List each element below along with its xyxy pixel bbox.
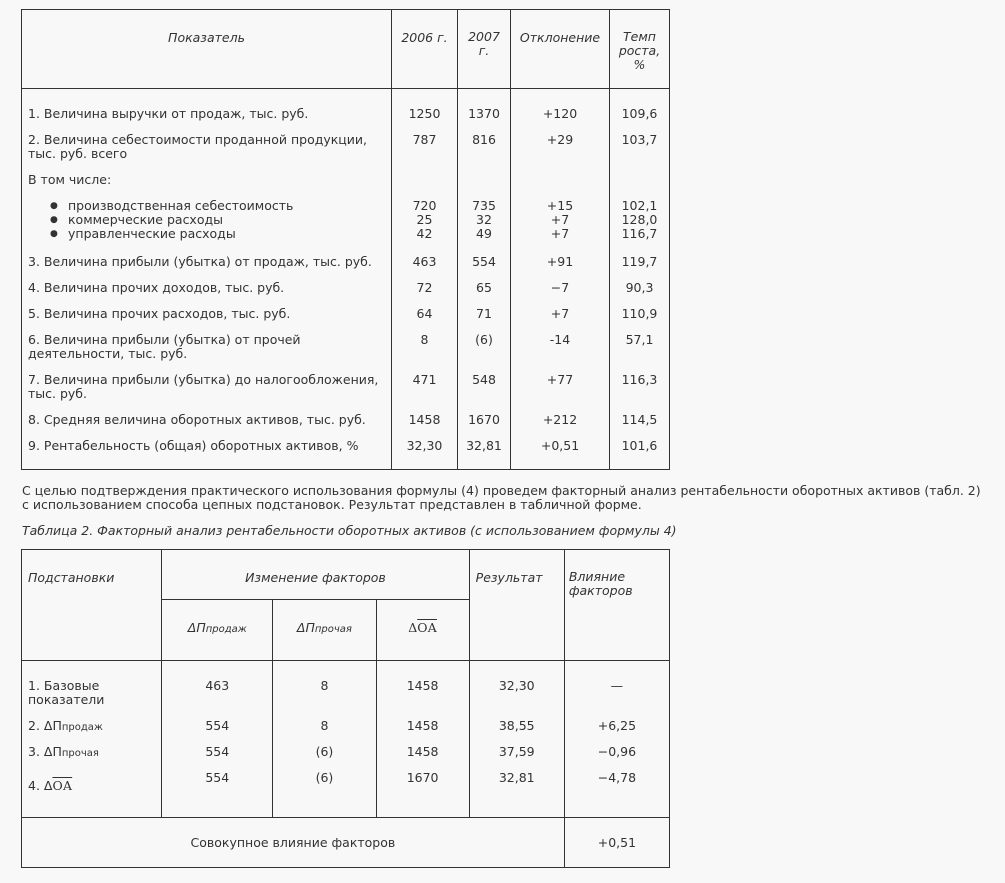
cell-value: +7: [550, 212, 570, 227]
bullet-item: ● коммерческие расходы: [28, 213, 385, 227]
cell-value: 554: [472, 254, 496, 269]
cell-value: 101,6: [621, 438, 658, 453]
cell-value: 32,30: [406, 438, 443, 453]
cell-value: 548: [472, 372, 496, 387]
header-indicator: Показатель: [22, 10, 392, 89]
cell-value: 554: [205, 744, 230, 759]
cell-value: +77: [546, 372, 574, 387]
bullet-item: ● производственная себестоимость: [28, 199, 385, 213]
cell-value: +212: [542, 412, 578, 427]
cell-value: 816: [472, 132, 496, 147]
cell-value: +120: [542, 106, 578, 121]
row-label: 4. ΔОА: [28, 778, 73, 793]
header-influence: Влияние факторов: [564, 550, 669, 661]
row-label: В том числе:: [28, 172, 112, 187]
cell-value: 1370: [468, 106, 500, 121]
col-2007: [458, 89, 511, 470]
row-label: 5. Величина прочих расходов, тыс. руб.: [28, 306, 291, 321]
cell-value: 554: [205, 770, 230, 785]
cell-value: 116,7: [621, 226, 658, 241]
bullet-item: ● управленческие расходы: [28, 227, 385, 241]
cell-value: +0,51: [540, 438, 580, 453]
col-influence: [564, 661, 669, 818]
cell-value: +29: [546, 132, 574, 147]
cell-value: 110,9: [621, 306, 658, 321]
row-label: 2. Величина себестоимости проданной продукции, тыс. руб. всего: [28, 132, 368, 161]
cell-value: —: [610, 678, 624, 693]
body-paragraph: С целью подтверждения практического использования формулы (4) проведем факторный анализ рентабельности оборотных активов (табл. 2) с использованием способа цепных подстановок. Результат представлен в табличной форме.: [22, 483, 981, 512]
row-label: 9. Рентабельность (общая) оборотных активов, %: [28, 438, 359, 453]
row-label: 3. Величина прибыли (убытка) от продаж, тыс. руб.: [28, 254, 372, 269]
cell-value: 71: [476, 306, 492, 321]
total-label: Совокупное влияние факторов: [22, 818, 565, 868]
cell-value: +6,25: [597, 718, 637, 733]
cell-value: 1250: [408, 106, 441, 121]
cell-value: +91: [546, 254, 574, 269]
row-label: 3. ΔПпрочая: [28, 744, 99, 759]
cell-value: 32,30: [498, 678, 535, 693]
row-label: 1. Величина выручки от продаж, тыс. руб.: [28, 106, 309, 121]
cell-value: (6): [315, 770, 334, 785]
cell-value: (6): [315, 744, 334, 759]
cell-value: 8: [420, 332, 429, 347]
indicators-table: [21, 9, 670, 470]
header-result: Результат: [469, 550, 564, 661]
cell-value: 72: [416, 280, 433, 295]
cell-value: +7: [550, 306, 570, 321]
cell-value: 735: [472, 198, 496, 213]
cell-value: 32: [476, 212, 492, 227]
cell-value: 463: [205, 678, 230, 693]
cell-value: 116,3: [621, 372, 658, 387]
cell-value: −0,96: [597, 744, 637, 759]
header-factor-change: Изменение факторов: [162, 550, 469, 600]
col-2006: [392, 89, 458, 470]
cell-value: 8: [320, 678, 329, 693]
cell-value: 8: [320, 718, 329, 733]
cell-value: (6): [475, 332, 493, 347]
cell-value: 102,1: [621, 198, 658, 213]
cell-value: 720: [412, 198, 437, 213]
col-f1: [162, 661, 273, 818]
cell-value: -14: [549, 332, 571, 347]
row-label: 7. Величина прибыли (убытка) до налогообложения, тыс. руб.: [28, 372, 379, 401]
cell-value: 471: [412, 372, 437, 387]
cell-value: 49: [476, 226, 492, 241]
cell-value: −7: [550, 280, 570, 295]
cell-value: 109,6: [621, 106, 658, 121]
substitution-labels: [22, 661, 162, 818]
row-label: 4. Величина прочих доходов, тыс. руб.: [28, 280, 285, 295]
cell-value: 42: [416, 226, 433, 241]
cell-value: 1458: [406, 678, 439, 693]
header-delta-p-sales: ΔПпродаж: [162, 600, 273, 661]
row-label: 8. Средняя величина оборотных активов, тыс. руб.: [28, 412, 366, 427]
cell-value: 32,81: [466, 438, 502, 453]
cell-value: 57,1: [625, 332, 654, 347]
row-label: 2. ΔПпродаж: [28, 718, 103, 733]
cell-value: 38,55: [498, 718, 535, 733]
header-deviation: Отклонение: [511, 10, 610, 89]
cell-value: 37,59: [498, 744, 535, 759]
total-value: +0,51: [564, 818, 669, 868]
factor-analysis-table: [21, 549, 670, 868]
cell-value: 1670: [406, 770, 439, 785]
col-deviation: [511, 89, 610, 470]
cell-value: 554: [205, 718, 230, 733]
cell-value: 1458: [408, 412, 441, 427]
cell-value: 463: [412, 254, 437, 269]
row-label: 1. Базовые показатели: [28, 678, 105, 707]
cell-value: 1670: [468, 412, 500, 427]
header-growth-rate: Темп роста, %: [610, 10, 670, 89]
cell-value: 128,0: [621, 212, 658, 227]
cell-value: 90,3: [625, 280, 654, 295]
col-f2: [273, 661, 376, 818]
header-2007: 2007 г.: [458, 10, 511, 89]
cell-value: 64: [416, 306, 433, 321]
cell-value: 103,7: [621, 132, 658, 147]
cell-value: +15: [546, 198, 574, 213]
col-growth-rate: [610, 89, 670, 470]
cell-value: 119,7: [621, 254, 658, 269]
cell-value: 1458: [406, 718, 439, 733]
indicator-labels: [22, 89, 392, 470]
cell-value: 787: [412, 132, 437, 147]
row-label: 6. Величина прибыли (убытка) от прочей деятельности, тыс. руб.: [28, 332, 301, 361]
cell-value: 1458: [406, 744, 439, 759]
header-delta-oa: ΔОА: [376, 600, 469, 661]
cell-value: 25: [416, 212, 433, 227]
col-result: [469, 661, 564, 818]
cell-value: 114,5: [621, 412, 658, 427]
header-delta-p-other: ΔПпрочая: [273, 600, 376, 661]
cell-value: +7: [550, 226, 570, 241]
header-2006: 2006 г.: [392, 10, 458, 89]
cell-value: 65: [476, 280, 492, 295]
table-caption: Таблица 2. Факторный анализ рентабельности оборотных активов (с использованием формулы 4): [22, 523, 677, 538]
col-f3: [376, 661, 469, 818]
cell-value: 32,81: [498, 770, 535, 785]
cell-value: −4,78: [597, 770, 637, 785]
header-substitutions: Подстановки: [22, 550, 162, 661]
